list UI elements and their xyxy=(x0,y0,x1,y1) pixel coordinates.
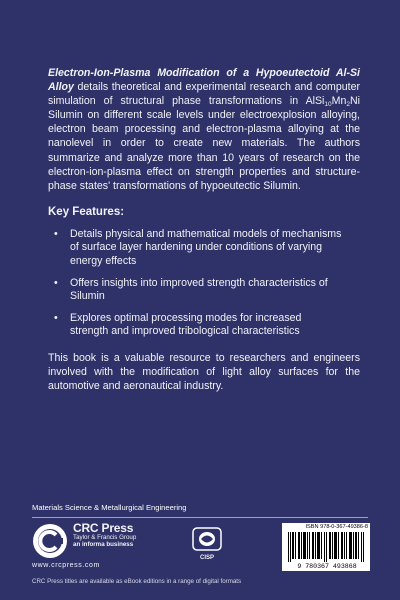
publisher-block xyxy=(73,522,136,549)
publisher-url: www.crcpress.com xyxy=(32,562,100,569)
description-part-3: Ni Silumin on different scale levels under electroexplosion alloying, electron beam processing and electron-plasma alloying at the nanolevel in order to create new materials. The authors summarize and analyze more than 10 years of research on the electron-ion-plasma effect on strength properties and structure-phase states' transformations of hypoeutectic Silumin. xyxy=(48,95,360,192)
ebook-availability-note: CRC Press titles are available as eBook editions in a range of digital formats xyxy=(32,578,242,585)
key-features-heading: Key Features: xyxy=(48,205,125,218)
key-features-list xyxy=(48,228,360,339)
publisher-group: Taylor & Francis Group xyxy=(73,534,137,542)
back-cover-content xyxy=(48,66,360,393)
cisp-label: CISP xyxy=(199,555,214,561)
isbn-number: ISBN 978-0-367-49386-8 xyxy=(305,524,368,530)
key-feature-text: Offers insights into improved strength characteristics of Silumin xyxy=(70,276,328,303)
key-feature-item xyxy=(54,276,360,304)
publisher-tagline: an informa business xyxy=(73,541,134,548)
barcode-digits: 9 780367 493868 xyxy=(297,563,357,570)
description-part-1: details theoretical and experimental research and computer simulation of structural phase transformations in AlSi xyxy=(48,81,360,108)
book-title-lead: Electron-Ion-Plasma Modification of a Hypoeutectoid Al-Si Alloy xyxy=(48,67,360,94)
isbn-barcode-box xyxy=(282,523,370,571)
key-feature-text: Details physical and mathematical models of mechanisms of surface layer hardening under conditions of varying energy effects xyxy=(70,227,342,268)
footer-divider xyxy=(32,517,368,518)
book-description xyxy=(48,66,360,193)
barcode-icon xyxy=(288,532,366,562)
description-part-2: Mn xyxy=(331,95,347,108)
subscript-10: 10 xyxy=(324,101,332,109)
subject-category: Materials Science & Metallurgical Engineering xyxy=(32,503,187,512)
key-feature-item xyxy=(54,311,360,339)
bullet-icon: • xyxy=(54,227,58,240)
bullet-icon: • xyxy=(54,276,58,289)
key-feature-item xyxy=(54,227,360,269)
cisp-logo-icon xyxy=(190,524,224,554)
publisher-name: CRC Press xyxy=(73,521,134,535)
crc-press-logo-icon xyxy=(32,523,68,559)
key-feature-text: Explores optimal processing modes for increased strength and improved tribological characteristics xyxy=(70,311,302,338)
bullet-icon: • xyxy=(54,311,58,324)
closing-paragraph: This book is a valuable resource to researchers and engineers involved with the modification of light alloy surfaces for the automotive and aeronautical industry. xyxy=(48,352,360,393)
subscript-2: 2 xyxy=(346,101,350,109)
